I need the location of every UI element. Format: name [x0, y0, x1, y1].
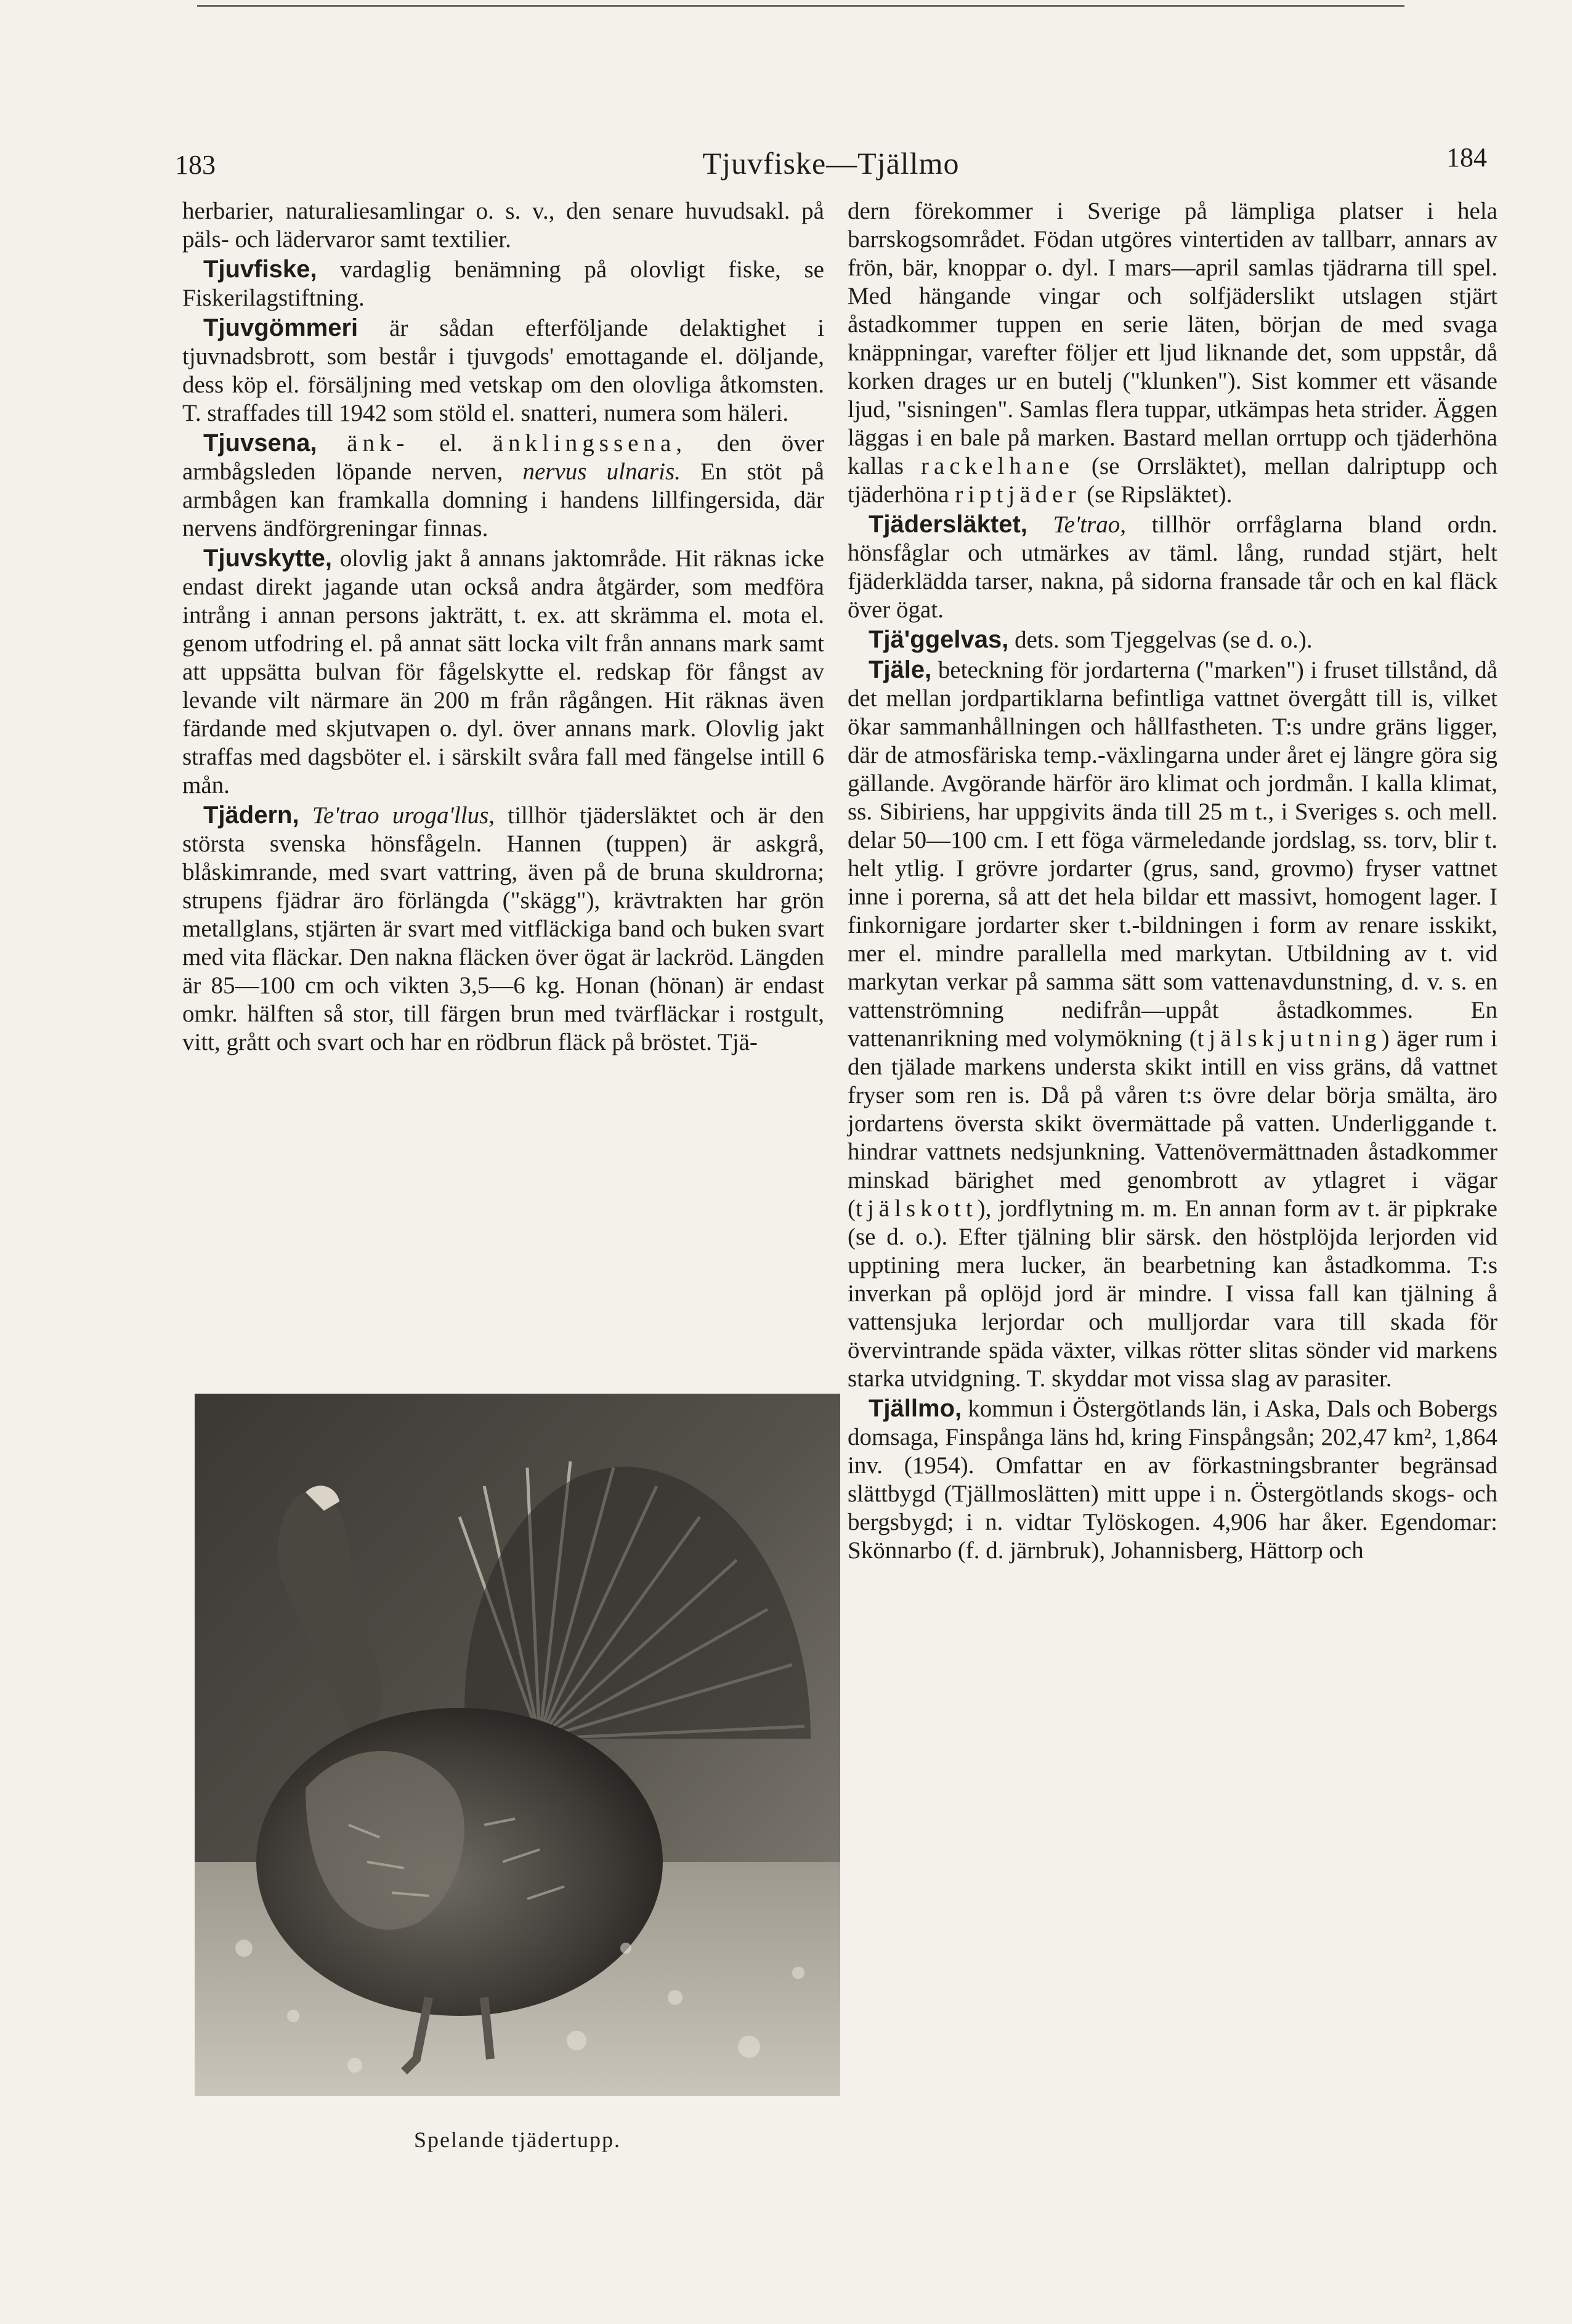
- entry-tjale: Tjäle, beteckning för jordarterna ("marken") i fruset tillstånd, då det mellan jordpartiklarna befintliga vattnet övergått till is, vilket ökar sammanhållningen och hållfastheten. T:s undre gräns ligger, där de atmosfäriska temp.-växlingarna under året ej längre göra sig gällande. Avgörande härför äro klimat och jordmån. I kalla klimat, ss. Sibiriens, har uppgivits ända till 25 m t., i Sveriges s. och mell. delar 50—100 cm. I ett föga värmeledande jordslag, ss. torv, blir t. helt ytlig. I grövre jordarter (grus, sand, grovmo) fryser vattnet inne i porerna, så att det hela bildar ett massivt, homogent lager. I finkornigare jordarter sker t.-bildningen i form av renare isskikt, mer el. mindre parallella med markytan. Utbildning av t. vid markytan verkar på samma sätt som vattenavdunstning, d. v. s. en vattenströmning nedifrån—uppåt åstadkommes. En vattenanrikning med volymökning (tjälskjutning) äger rum i den tjälade markens understa skikt intill en viss gräns, då vattnet fryser som ren is. Då på våren t:s övre delar börja smälta, äro jordartens översta skikt övermättade på vatten. Underliggande t. hindrar vattnets nedsjunkning. Vattenövermättnaden åstadkommer minskad bärighet med genombrott av ytlagret i vägar (tjälskott), jordflytning m. m. En annan form av t. är pipkrake (se d. o.). Efter tjälning blir särsk. den höstplöjda lerjorden vid upptining mera lucker, än bearbetning kan åstadkomma. T:s inverkan på oplöjd jord är mindre. I vissa fall kan tjälning å vattensjuka lerjordar och mulljordar vara till skada för övervintrande späda växter, vilkas rötter slitas sönder vid markens starka utvidgning. T. skyddar mot vissa slag av parasiter.: [848, 656, 1497, 1392]
- page-number-right: 184: [1446, 142, 1487, 173]
- right-column: [848, 197, 1497, 1565]
- headword: Tjuvfiske,: [203, 256, 317, 283]
- left-column: [182, 197, 824, 1057]
- entry-tjuvskytte: Tjuvskytte, olovlig jakt å annans jaktområde. Hit räknas icke endast direkt jagande utan också andra åtgärder, som medföra intrång i annan persons jakträtt, t. ex. att skrämma el. mota el. genom utfodring el. på annat sätt locka vilt från annans mark samt att uppsätta bulvan för fågelskytte el. redskap för fångst av levande vilt närmare än 200 m från rågången. Hit räknas även färdande med skjutvapen o. dyl. över annans mark. Olovlig jakt straffas med dagsböter el. i särskilt svåra fall med fängelse intill 6 mån.: [182, 545, 824, 798]
- headword: Tjädersläktet,: [869, 511, 1027, 538]
- continued-paragraph: herbarier, naturaliesamlingar o. s. v., den senare huvudsakl. på päls- och lädervaror samt textilier.: [182, 198, 824, 253]
- entry-tjuvsena: Tjuvsena, änk- el. änklingssena, den över armbågsleden löpande nerven, nervus ulnaris. En stöt på armbågen kan framkalla domning i handens lillfingersida, där nervens ändförgreningar finnas.: [182, 429, 825, 542]
- figure-caption: Spelande tjädertupp.: [414, 2127, 621, 2152]
- headword: Tjällmo,: [869, 1395, 962, 1422]
- headword: Tjädern,: [203, 802, 299, 829]
- entry-tjuvfiske: Tjuvfiske, vardaglig benämning på olovligt fiske, se Fiskerilagstiftning.: [182, 256, 824, 311]
- entry-tjadersläktet: Tjädersläktet, Te'trao, tillhör orrfåglarna bland ordn. hönsfåglar och utmärkes av täml. lång, rundad stjärt, helt fjäderklädda tarser, nakna, på sidorna fransade tår och en kal fläck över ögat.: [848, 511, 1497, 623]
- capercaillie-photo: [195, 1394, 840, 2096]
- entry-tjuvgommeri: Tjuvgömmeri är sådan efterföljande delaktighet i tjuvnadsbrott, som består i tjuvgods' emottagande el. döljande, dess köp el. försäljning med vetskap om den olovliga åtkomsten. T. straffades till 1942 som stöld el. snatteri, numera som häleri.: [182, 314, 824, 426]
- running-title: Tjuvfiske—Tjällmo: [702, 146, 960, 181]
- entry-tjadern: Tjädern, Te'trao uroga'llus, tillhör tjädersläktet och är den största svenska hönsfågeln. Hannen (tuppen) är askgrå, blåskimrande, med svart vattring, även på de bruna skuldrorna; strupens fjädrar äro förlängda ("skägg"), krävtrakten har grön metallglans, stjärten är svart med vitfläckiga band och buken svart med vita fläckar. Den nakna fläcken över ögat är lackröd. Längden är 85—100 cm och vikten 3,5—6 kg. Honan (hönan) är endast omkr. hälften så stor, till färgen brun med tvärfläckar i rostgult, vitt, grått och svart och har en rödbrun fläck på bröstet. Tjä-: [182, 802, 824, 1055]
- entry-tjaggelvas: Tjä'ggelvas, dets. som Tjeggelvas (se d. o.).: [869, 626, 1313, 653]
- page-number-left: 183: [175, 150, 216, 180]
- page-header: [175, 142, 1487, 191]
- headword: Tjuvsena,: [203, 429, 317, 457]
- top-rule: [197, 5, 1404, 7]
- bird-photo-icon: [195, 1394, 840, 2096]
- headword: Tjä'ggelvas,: [869, 626, 1009, 653]
- headword: Tjuvgömmeri: [203, 314, 359, 341]
- headword: Tjäle,: [869, 656, 932, 683]
- continued-paragraph: dern förekommer i Sverige på lämpliga platser i hela barrskogsområdet. Födan utgöres vintertiden av tallbarr, annars av frön, bär, knoppar o. dyl. I mars—april samlas tjädrarna till spel. Med hängande vingar och solfjäderslikt utslagen stjärt åstadkommer tuppen en serie läten, början de med svaga knäppningar, varefter följer ett ljud liknande det, som uppstår, då korken drages ur en butelj ("klunken"). Sist kommer ett väsande ljud, "sisningen". Samlas flera tuppar, utkämpas heta strider. Äggen läggas i en bale på marken. Bastard mellan orrtupp och tjäderhöna kallas rackelhane (se Orrsläktet), mellan dalriptupp och tjäderhöna riptjäder (se Ripsläktet).: [848, 198, 1497, 508]
- headword: Tjuvskytte,: [203, 545, 332, 572]
- entry-tjallmo: Tjällmo, kommun i Östergötlands län, i Aska, Dals och Bobergs domsaga, Finspånga läns hd, kring Finspångsån; 202,47 km², 1,864 inv. (1954). Omfattar en av förkastningsbranter begränsad slättbygd (Tjällmoslätten) mitt uppe i n. Östergötlands skogs- och bergsbygd; i n. vidtar Tylöskogen. 4,906 har åker. Egendomar: Skönnarbo (f. d. järnbruk), Johannisberg, Hättorp och: [848, 1395, 1497, 1564]
